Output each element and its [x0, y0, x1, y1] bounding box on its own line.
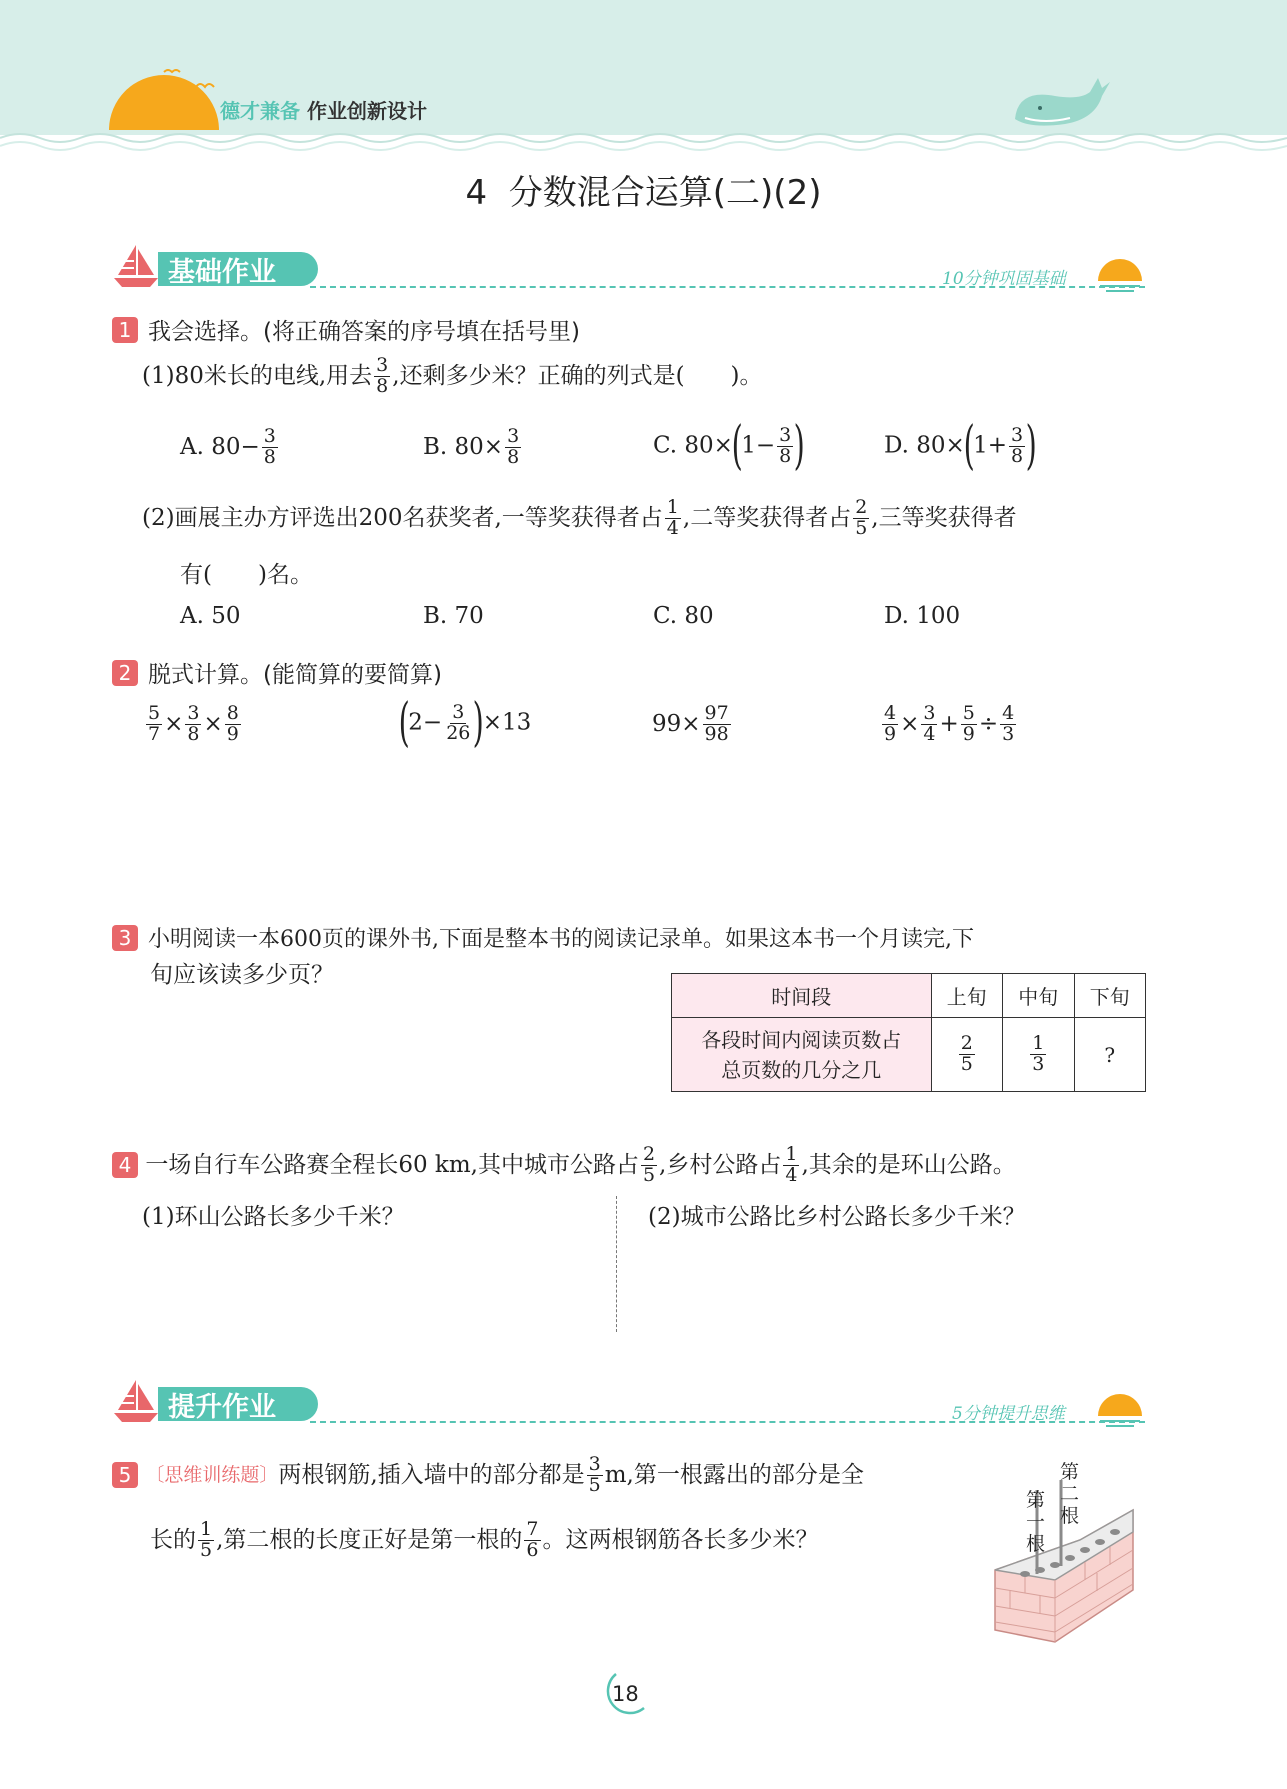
q2-expr-3 [652, 704, 733, 745]
section-banner-advanced [158, 1387, 318, 1421]
fraction-denominator: 8 [187, 722, 200, 745]
q1-prompt: 我会选择。(将正确答案的序号填在括号里) [148, 319, 580, 345]
q3-line2: 旬应该读多少页？ [150, 962, 334, 988]
q1-sub1-option-b [423, 427, 523, 468]
q2-heading [112, 656, 442, 689]
fraction-numerator: 3 [452, 700, 465, 723]
left-paren: ( [398, 693, 410, 753]
fraction [146, 704, 162, 745]
operator: × [900, 710, 920, 737]
fraction-denominator: 8 [507, 445, 520, 468]
q4-number: 4 [112, 1152, 138, 1178]
illus-label-second: 第二根 [1060, 1461, 1080, 1527]
fraction-denominator: 5 [855, 516, 868, 539]
fraction-denominator: 3 [1032, 1053, 1045, 1075]
q1-heading [112, 313, 580, 346]
q5-l2pre: 长的 [150, 1526, 196, 1553]
fraction-numerator: 97 [704, 702, 729, 724]
table-row-label-line1: 各段时间内阅读页数占 [701, 1027, 902, 1052]
q1-sub2 [142, 498, 1017, 539]
table-header-period: 时间段 [672, 974, 932, 1018]
brand-right: 作业创新设计 [306, 99, 427, 123]
table-cell-middle [1003, 1018, 1074, 1092]
fraction-denominator: 8 [779, 444, 792, 467]
fraction-denominator: 8 [376, 374, 389, 397]
operator: × [164, 710, 184, 737]
operator: + [939, 710, 959, 737]
fraction-denominator: 98 [704, 722, 729, 745]
fraction-denominator: 9 [226, 722, 239, 745]
fraction-denominator: 3 [1002, 722, 1015, 745]
fraction [185, 704, 201, 745]
fraction-denominator: 6 [526, 1538, 539, 1561]
q1-sub2-post: ,三等奖获得者 [871, 504, 1017, 531]
fraction [641, 1145, 657, 1186]
fraction-numerator: 3 [923, 702, 936, 724]
fraction [961, 704, 977, 745]
fraction-denominator: 5 [960, 1053, 973, 1075]
q5-line1 [112, 1455, 864, 1496]
option-expr: 80× [916, 432, 965, 459]
fraction [198, 1520, 214, 1561]
option-label: A. [180, 603, 204, 629]
q4-post: ,其余的是环山公路。 [801, 1151, 1016, 1178]
q3-heading [112, 922, 974, 953]
q1-sub2-option-b [423, 605, 484, 628]
option-inner: 1+ [973, 432, 1007, 459]
option-label: B. [423, 433, 448, 460]
option-label: B. [423, 603, 448, 629]
option-value: 50 [211, 603, 241, 629]
fraction-denominator: 9 [962, 722, 975, 745]
reading-record-table [671, 973, 1146, 1092]
q1-sub1 [142, 356, 763, 397]
q4-pre: 一场自行车公路赛全程长60 km,其中城市公路占 [145, 1151, 639, 1178]
q1-sub2-pre: (2)画展主办方评选出200名获奖者,一等奖获得者占 [142, 504, 663, 531]
illus-label-first: 第一根 [1026, 1489, 1046, 1555]
q1-sub1-option-c [653, 416, 805, 476]
fraction [262, 427, 278, 468]
q4-stem [112, 1145, 1016, 1186]
fraction [703, 704, 731, 745]
option-label: A. [180, 433, 204, 460]
operator: ÷ [978, 710, 999, 737]
fraction-numerator: 3 [507, 425, 520, 447]
section-tag-advanced: 5分钟提升思维 [952, 1404, 1065, 1424]
fraction-numerator: 1 [785, 1143, 798, 1165]
table-header-early: 上旬 [931, 974, 1002, 1018]
fraction-numerator: 1 [666, 496, 679, 518]
fraction-numerator: 3 [779, 423, 792, 446]
fraction-numerator: 1 [200, 1518, 213, 1540]
fraction-denominator: 5 [642, 1163, 656, 1186]
q2-expr-2 [398, 693, 532, 753]
table-header-late: 下旬 [1074, 974, 1146, 1018]
fraction-numerator: 3 [376, 354, 389, 376]
q5-tag: 〔思维训练题〕 [145, 1463, 279, 1486]
expr-post: ×13 [482, 709, 532, 736]
fraction-denominator: 8 [1011, 444, 1024, 467]
fraction-numerator: 3 [588, 1453, 601, 1475]
option-value: 100 [916, 603, 961, 629]
q5-number: 5 [112, 1462, 138, 1488]
q5-l2mid: ,第二根的长度正好是第一根的 [216, 1526, 523, 1553]
fraction-numerator: 5 [962, 702, 975, 724]
q5-line2 [150, 1520, 819, 1561]
option-expr: 80× [684, 432, 733, 459]
fraction-numerator: 2 [960, 1032, 973, 1055]
fraction-numerator: 4 [884, 702, 897, 724]
small-sun-icon [1092, 1388, 1148, 1428]
q1-sub1-option-d [884, 416, 1037, 476]
fraction [587, 1455, 603, 1496]
fraction [853, 498, 869, 539]
brand [220, 95, 427, 124]
fraction [374, 356, 390, 397]
q1-number: 1 [112, 317, 138, 343]
fraction [505, 427, 521, 468]
q1-sub2-option-c [653, 605, 714, 628]
table-row-label-line2: 总页数的几分之几 [721, 1057, 882, 1082]
q4-vertical-divider [616, 1196, 617, 1332]
left-paren: ( [963, 416, 975, 476]
brand-left: 德才兼备 [220, 99, 300, 123]
fraction-numerator: 2 [642, 1143, 656, 1165]
fraction-denominator: 9 [884, 722, 897, 745]
fraction [882, 704, 898, 745]
fraction-numerator: 4 [1002, 702, 1015, 724]
q1-sub1-post: ,还剩多少米？正确的列式是( )。 [392, 362, 763, 389]
fraction [783, 1145, 799, 1186]
fraction-numerator: 3 [187, 702, 200, 724]
fraction-denominator: 4 [785, 1163, 798, 1186]
right-paren: ) [793, 416, 805, 476]
right-paren: ) [1025, 416, 1037, 476]
fraction-denominator: 5 [200, 1538, 213, 1561]
right-paren: ) [472, 693, 485, 753]
option-expr: 80− [211, 433, 260, 460]
option-value: 80 [684, 603, 714, 629]
fraction-numerator: 3 [1011, 423, 1024, 446]
table-cell-late: ? [1074, 1018, 1146, 1092]
fraction-denominator: 8 [263, 445, 276, 468]
q2-expr-1 [144, 704, 243, 745]
option-label: C. [653, 603, 678, 629]
q1-sub1-option-a [180, 427, 280, 468]
q1-sub2-mid: ,二等奖获得者占 [682, 504, 852, 531]
fraction [1000, 704, 1016, 745]
table-header-middle: 中旬 [1003, 974, 1074, 1018]
fraction [959, 1034, 975, 1075]
left-paren: ( [731, 416, 743, 476]
expr-pre: 99× [652, 710, 701, 737]
q5-post: m,第一根露出的部分是全 [604, 1461, 864, 1488]
q2-expr-4 [880, 704, 1018, 745]
option-expr: 80× [454, 433, 504, 460]
option-inner: 1− [741, 432, 776, 459]
fraction-numerator: 8 [226, 702, 239, 724]
section-banner-advanced-label: 提升作业 [168, 1391, 276, 1423]
fraction-denominator: 7 [148, 722, 161, 745]
fraction [1009, 423, 1025, 467]
page-title: 4 分数混合运算(二)(2) [465, 173, 822, 213]
bird-icon [195, 80, 215, 90]
sunset-icon [104, 60, 224, 130]
q3-line1: 小明阅读一本600页的课外书,下面是整本书的阅读记录单。如果这本书一个月读完,下 [148, 927, 974, 952]
table-row-label [672, 1018, 932, 1092]
fraction-numerator: 7 [526, 1518, 539, 1540]
fraction-denominator: 26 [446, 721, 471, 744]
operator: × [203, 710, 223, 737]
fraction [444, 700, 472, 744]
q1-sub2-option-d [884, 605, 960, 628]
fraction [225, 704, 241, 745]
q5-l2post: 。这两根钢筋各长多少米？ [542, 1526, 819, 1553]
fraction [524, 1520, 540, 1561]
fraction-numerator: 1 [1032, 1032, 1045, 1055]
option-label: D. [884, 603, 909, 629]
fraction-denominator: 4 [923, 722, 936, 745]
sailboat-icon [112, 1378, 160, 1424]
q4-sub2: (2)城市公路比乡村公路长多少千米？ [648, 1204, 1026, 1230]
section-banner-basic-label: 基础作业 [168, 256, 276, 288]
fraction-numerator: 2 [855, 496, 868, 518]
q1-sub1-pre: (1)80米长的电线,用去 [142, 362, 373, 389]
q2-number: 2 [112, 660, 138, 686]
section-banner-basic [158, 252, 318, 286]
section-tag-basic: 10分钟巩固基础 [942, 269, 1066, 289]
table-cell-early [931, 1018, 1002, 1092]
expr-inner: 2− [408, 709, 443, 736]
option-label: D. [884, 432, 909, 459]
q2-prompt: 脱式计算。(能简算的要简算) [148, 662, 442, 688]
fraction-denominator: 4 [666, 516, 679, 539]
option-value: 70 [454, 603, 484, 629]
fraction [921, 704, 937, 745]
fraction [665, 498, 681, 539]
fraction-numerator: 5 [148, 702, 161, 724]
sailboat-icon [112, 243, 160, 289]
whale-icon [1010, 74, 1110, 134]
fraction [777, 423, 793, 467]
fraction-denominator: 5 [588, 1473, 601, 1496]
q5-pre: 两根钢筋,插入墙中的部分都是 [278, 1461, 585, 1488]
fraction [1030, 1034, 1046, 1075]
q4-mid: ,乡村公路占 [659, 1151, 782, 1178]
q1-sub2-line2: 有( )名。 [180, 562, 313, 588]
q3-number: 3 [112, 925, 138, 951]
q4-sub1: (1)环山公路长多少千米？ [142, 1204, 405, 1230]
q1-sub2-option-a [180, 605, 241, 628]
page-number: 18 [612, 1682, 639, 1706]
fraction-numerator: 3 [263, 425, 276, 447]
small-sun-icon [1092, 253, 1148, 293]
option-label: C. [653, 432, 678, 459]
